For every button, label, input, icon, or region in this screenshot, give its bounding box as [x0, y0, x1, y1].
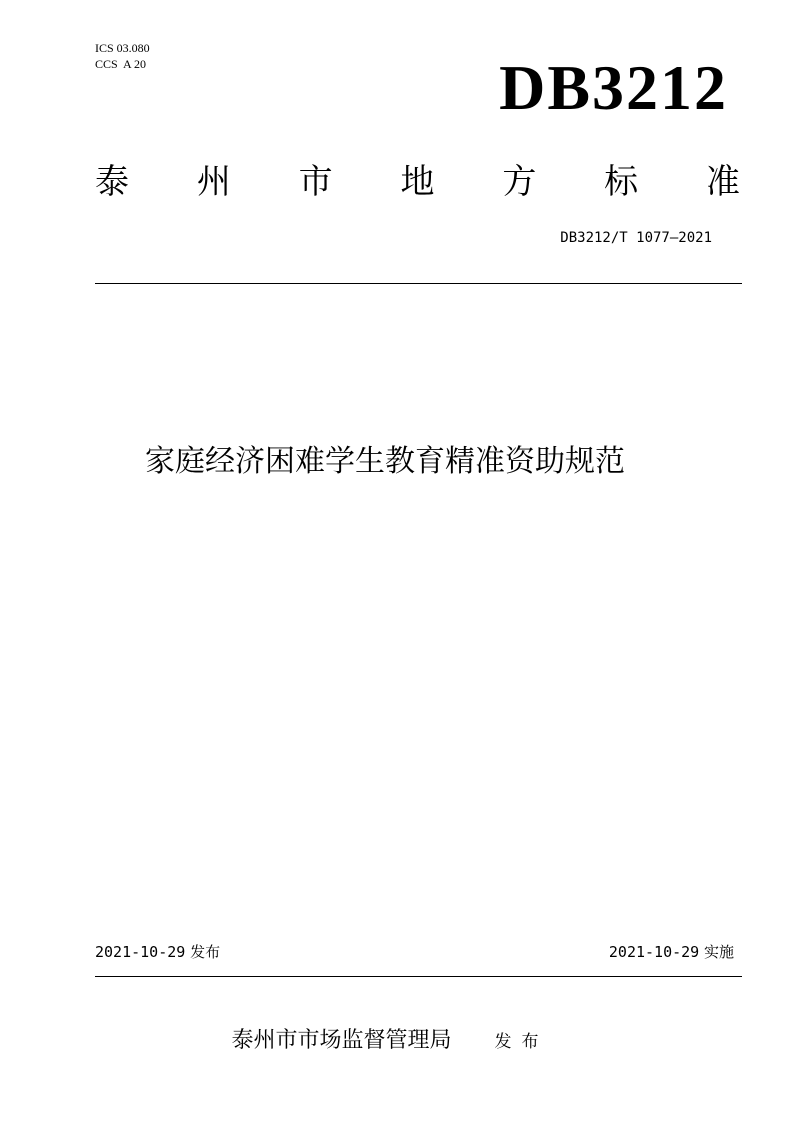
- standard-type-char: 泰: [95, 162, 129, 202]
- issue-date-label: 发布: [190, 943, 221, 961]
- standard-type-heading: [95, 160, 740, 204]
- standard-type-char: 市: [298, 162, 333, 202]
- standard-type-char: 标: [604, 162, 639, 202]
- implementation-date: [609, 942, 734, 962]
- document-title: 家庭经济困难学生教育精准资助规范: [145, 444, 625, 479]
- ics-code: ICS 03.080: [95, 41, 150, 55]
- top-divider: [95, 283, 742, 284]
- implementation-date-value: 2021-10-29: [608, 943, 700, 961]
- standard-code-logo: DB3212: [499, 52, 728, 123]
- classification-codes: [95, 40, 150, 72]
- issuer-line: [0, 1026, 800, 1057]
- issuer-action: 发布: [494, 1032, 549, 1052]
- issuer-name: 泰州市市场监督管理局: [231, 1028, 452, 1053]
- ccs-code: CCS A 20: [95, 57, 147, 71]
- bottom-divider: [95, 976, 742, 977]
- standard-type-char: 地: [400, 162, 435, 202]
- standard-type-char: 州: [196, 162, 231, 202]
- standard-type-char: 方: [502, 162, 537, 202]
- standard-number: DB3212/T 1077—2021: [560, 230, 712, 246]
- standard-type-char: 准: [705, 162, 740, 202]
- issue-date: [95, 942, 220, 962]
- implementation-date-label: 实施: [703, 943, 734, 961]
- issue-date-value: 2021-10-29: [95, 943, 186, 961]
